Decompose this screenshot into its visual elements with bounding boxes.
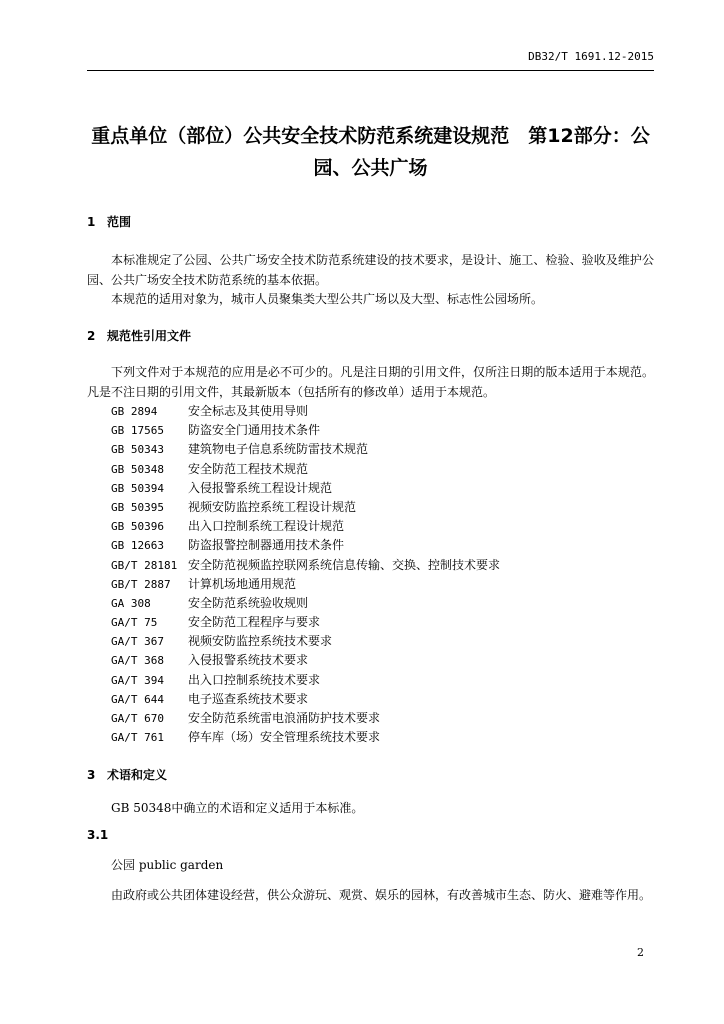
header-rule — [87, 70, 654, 71]
reference-code: GB/T 28181 — [111, 558, 178, 572]
reference-code: GA/T 761 — [111, 731, 164, 745]
reference-name: 安全防范视频监控联网系统信息传输、交换、控制技术要求 — [188, 557, 501, 572]
reference-item — [111, 440, 500, 459]
reference-item — [111, 556, 500, 575]
reference-name: 视频安防监控系统工程设计规范 — [188, 499, 357, 514]
term-3-1-name: 公园 public garden — [111, 858, 224, 872]
reference-item — [111, 460, 500, 479]
reference-name: 停车库（场）安全管理系统技术要求 — [188, 730, 381, 745]
reference-code: GB 50395 — [111, 500, 164, 514]
scope-paragraph-2: 本规范的适用对象为，城市人员聚集类大型公共广场以及大型、标志性公园场所。 — [111, 292, 544, 306]
reference-name: 出入口控制系统技术要求 — [188, 672, 321, 687]
reference-code: GA/T 75 — [111, 616, 158, 630]
reference-item — [111, 421, 500, 440]
reference-item — [111, 517, 500, 536]
reference-code: GB 12663 — [111, 539, 164, 553]
reference-name: 安全防范工程技术规范 — [188, 461, 309, 476]
reference-name: 防盗报警控制器通用技术条件 — [188, 538, 345, 553]
reference-code: GB 50394 — [111, 481, 164, 495]
reference-code: GB 50343 — [111, 443, 164, 457]
section-number: 3.1 — [87, 828, 109, 842]
reference-item — [111, 709, 500, 728]
reference-code: GA 308 — [111, 596, 151, 610]
reference-item — [111, 498, 500, 517]
reference-item — [111, 575, 500, 594]
reference-code: GB 17565 — [111, 424, 164, 438]
reference-name: 电子巡查系统技术要求 — [188, 691, 309, 706]
reference-name: 计算机场地通用规范 — [188, 576, 297, 591]
reference-item — [111, 479, 500, 498]
section-2-heading — [87, 327, 191, 344]
reference-item — [111, 632, 500, 651]
section-number: 1 — [87, 215, 96, 229]
reference-name: 安全防范工程程序与要求 — [188, 615, 321, 630]
reference-code: GA/T 367 — [111, 635, 164, 649]
reference-item — [111, 690, 500, 709]
reference-code: GB 50348 — [111, 462, 164, 476]
reference-code: GB 2894 — [111, 405, 158, 418]
reference-name: 建筑物电子信息系统防雷技术规范 — [188, 442, 369, 457]
reference-name: 安全防范系统验收规则 — [188, 595, 309, 610]
terms-intro: GB 50348中确立的术语和定义适用于本标准。 — [111, 801, 364, 815]
section-title: 术语和定义 — [107, 768, 168, 782]
reference-name: 入侵报警系统工程设计规范 — [188, 480, 333, 495]
section-title: 范围 — [107, 215, 132, 229]
reference-item — [111, 594, 500, 613]
page-number: 2 — [637, 946, 644, 959]
reference-name: 视频安防监控系统技术要求 — [188, 634, 333, 649]
normative-references-intro: 下列文件对于本规范的应用是必不可少的。凡是注日期的引用文件，仅所注日期的版本适用于本规范。凡是不注日期的引用文件，其最新版本（包括所有的修改单）适用于本规范。 — [87, 365, 654, 399]
reference-item — [111, 671, 500, 690]
reference-code: GB 50396 — [111, 520, 164, 534]
reference-item — [111, 402, 500, 421]
standard-code: DB32/T 1691.12-2015 — [528, 50, 654, 63]
section-number: 2 — [87, 329, 96, 343]
reference-item — [111, 651, 500, 670]
reference-code: GB/T 2887 — [111, 577, 171, 591]
reference-item — [111, 728, 500, 747]
reference-name: 出入口控制系统工程设计规范 — [188, 519, 345, 534]
section-3-1-heading — [87, 828, 107, 842]
reference-name: 防盗安全门通用技术条件 — [188, 423, 321, 438]
term-3-1-definition: 由政府或公共团体建设经营，供公众游玩、观赏、娱乐的园林，有改善城市生态、防火、避难等作用。 — [111, 888, 652, 902]
reference-code: GA/T 394 — [111, 673, 164, 687]
section-3-heading — [87, 766, 167, 783]
reference-name: 安全防范系统雷电浪涌防护技术要求 — [188, 711, 381, 725]
section-1-heading — [87, 213, 131, 230]
reference-name: 安全标志及其使用导则 — [188, 404, 309, 418]
reference-list — [111, 402, 500, 747]
reference-code: GA/T 670 — [111, 712, 164, 725]
reference-item — [111, 536, 500, 555]
section-number: 3 — [87, 768, 96, 782]
reference-code: GA/T 644 — [111, 692, 164, 706]
reference-name: 入侵报警系统技术要求 — [188, 653, 309, 668]
scope-paragraph-1: 本标准规定了公园、公共广场安全技术防范系统建设的技术要求，是设计、施工、检验、验收及维护公园、公共广场安全技术防范系统的基本依据。 — [87, 253, 654, 287]
document-title: 重点单位（部位）公共安全技术防范系统建设规范 第12部分：公园、公共广场 — [91, 125, 650, 179]
reference-code: GA/T 368 — [111, 654, 164, 668]
reference-item — [111, 613, 500, 632]
section-title: 规范性引用文件 — [107, 329, 192, 343]
